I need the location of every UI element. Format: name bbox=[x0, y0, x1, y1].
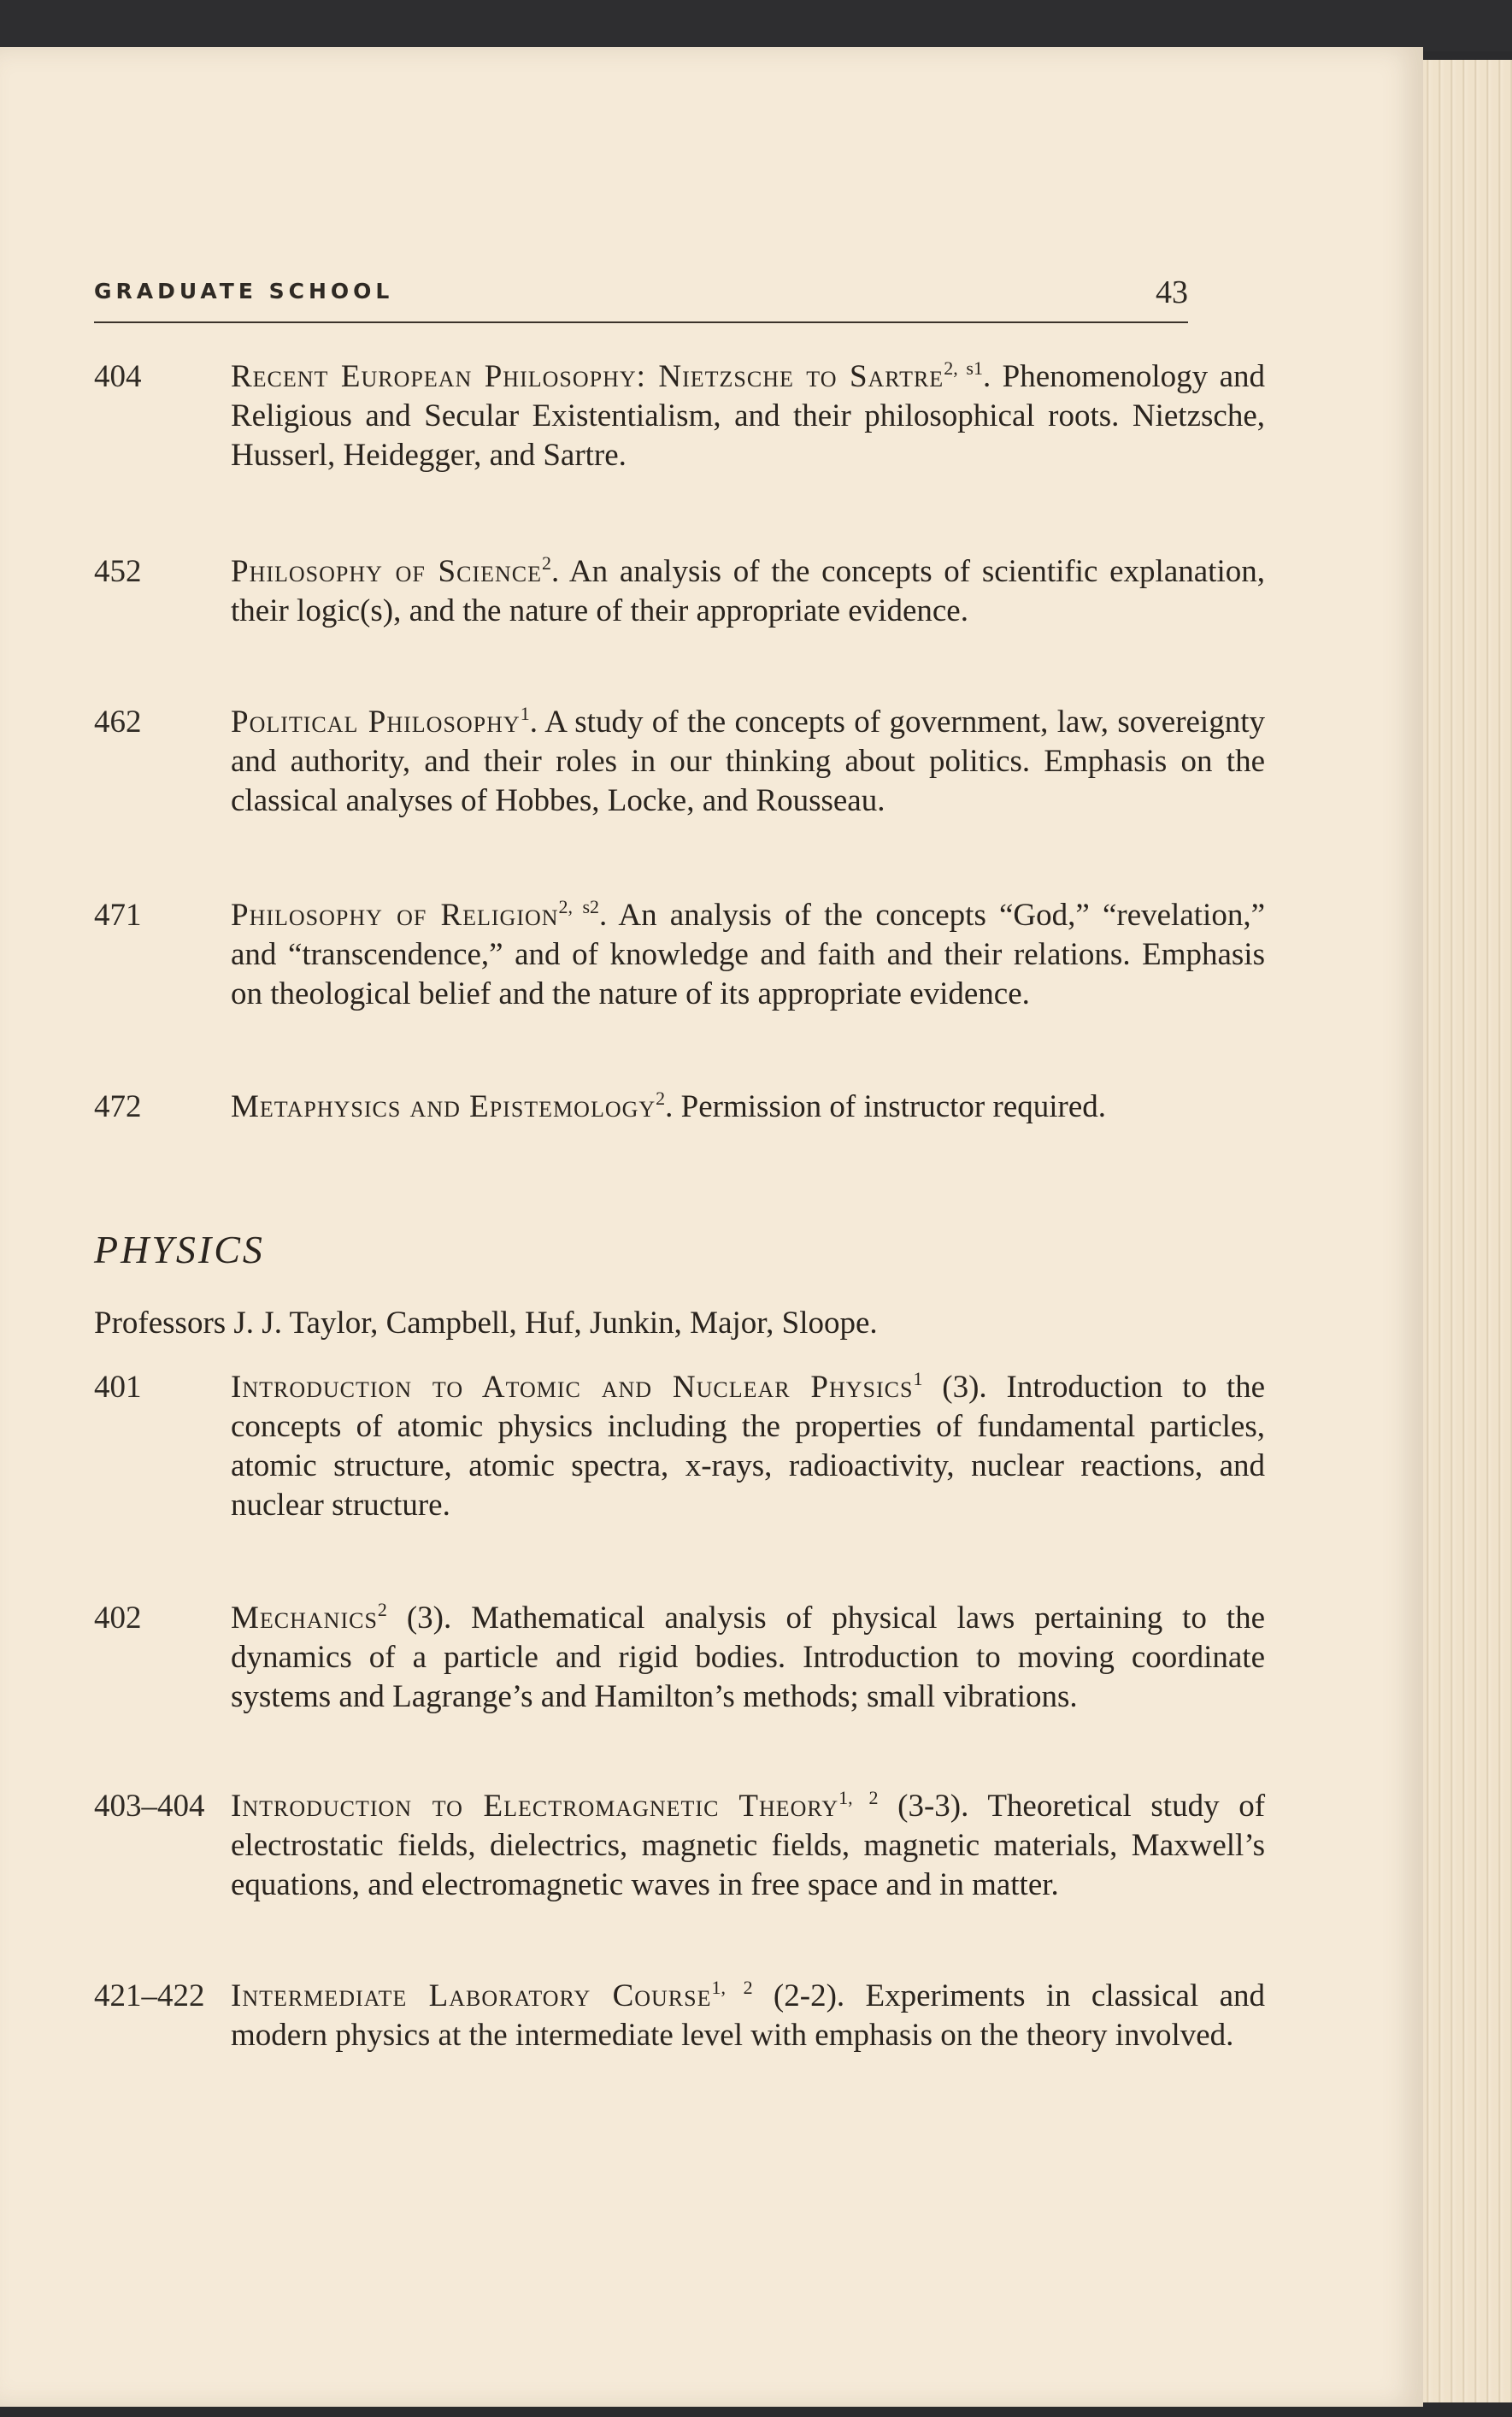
course-description: Mathematical analysis of physical laws pertaining to the dynamics of a particle and rigid bodies. Introduction to moving coordinate systems and Lagrange’s and Hamilton’s methods; small vibrations. bbox=[231, 1601, 1266, 1714]
course-description: Introduction to the concepts of atomic physics including the properties of fundamental particles, atomic structure, atomic spectra, x-rays, radioactivity, nuclear reactions, and nuclear structure. bbox=[231, 1370, 1266, 1523]
course-description: An analysis of the concepts “God,” “revelation,” and “transcendence,” and of knowledge and faith and their relations. Emphasis on theological belief and the nature of its appropriate evidence. bbox=[231, 898, 1265, 1011]
course-title: Recent European Philosophy: Nietzsche to Sartre bbox=[231, 359, 944, 394]
course-text: Metaphysics and Epistemology$^2$. Permission of instructor required. bbox=[231, 1088, 1107, 1124]
course-text bbox=[231, 1368, 1265, 1525]
course-text: Recent European Philosophy: Nietzsche to Sartre$^{2, s1}$. Phenomenology and Religious and Secular Existentialism, and their philosophical roots. Nietzsche, Husserl, Heidegger, and Sartre. bbox=[231, 357, 1266, 473]
section-label: GRADUATE SCHOOL bbox=[94, 279, 394, 304]
course-footnote: 2 bbox=[542, 552, 552, 574]
course-number: 421–422 bbox=[94, 1978, 205, 2013]
course-title: Introduction to Electromagnetic Theory bbox=[231, 1789, 839, 1824]
course-title: Mechanics bbox=[231, 1601, 378, 1636]
course-number: 472 bbox=[94, 1089, 142, 1124]
course-footnote: 1, 2 bbox=[838, 1787, 879, 1808]
course-number: 404 bbox=[94, 359, 142, 394]
course-text: Philosophy of Science$^2$. An analysis of the concepts of scientific explanation, their logic(s), and the nature of their appropriate evidence. bbox=[231, 552, 1265, 628]
course-description: Theoretical study of electrostatic fields, dielectrics, magnetic fields, magnetic materials, Maxwell’s equations, and electromagnetic waves in free space and in matter. bbox=[231, 1789, 1266, 1902]
course-title: Metaphysics and Epistemology bbox=[231, 1089, 656, 1124]
course-footnote: 2, s1 bbox=[944, 357, 983, 379]
course-number: 462 bbox=[94, 704, 142, 740]
course-credits: (3-3). bbox=[897, 1789, 969, 1824]
course-footnote: 2 bbox=[377, 1599, 387, 1620]
course-number: 401 bbox=[94, 1370, 142, 1405]
course-title: Philosophy of Religion bbox=[231, 898, 559, 933]
course-title: Philosophy of Science bbox=[231, 554, 543, 589]
course-footnote: 1 bbox=[913, 1368, 923, 1389]
course-credits: (3). bbox=[942, 1370, 987, 1405]
course-number: 452 bbox=[94, 554, 142, 589]
page-number: 43 bbox=[1156, 274, 1188, 310]
course-credits: (3). bbox=[406, 1601, 452, 1636]
course-footnote: 1, 2 bbox=[711, 1977, 753, 1998]
course-text bbox=[231, 1599, 1265, 1717]
course-text bbox=[231, 1977, 1265, 2055]
course-description: Permission of instructor required. bbox=[680, 1089, 1107, 1124]
course-description: Phenomenology and Religious and Secular Existentialism, and their philosophical roots. Nietzsche, Husserl, Heidegger, and Sartre. bbox=[231, 359, 1266, 473]
department-heading: PHYSICS bbox=[94, 1228, 265, 1271]
course-text: Political Philosophy$^1$. A study of the concepts of government, law, sovereignty and authority, and their roles in our thinking about politics. Emphasis on the classical analyses of Hobbes, Locke, and Rousseau. bbox=[231, 703, 1265, 818]
course-title: Political Philosophy bbox=[231, 704, 521, 740]
course-title: Intermediate Laboratory Course bbox=[231, 1978, 712, 2013]
course-description: An analysis of the concepts of scientific explanation, their logic(s), and the nature of their appropriate evidence. bbox=[231, 554, 1265, 628]
course-description: A study of the concepts of government, law, sovereignty and authority, and their roles in our thinking about politics. Emphasis on the classical analyses of Hobbes, Locke, and Rousseau. bbox=[231, 704, 1265, 818]
course-text bbox=[231, 1787, 1265, 1905]
course-number: 402 bbox=[94, 1601, 142, 1636]
course-title: Introduction to Atomic and Nuclear Physics bbox=[231, 1370, 914, 1405]
course-credits: (2-2). bbox=[773, 1978, 845, 2013]
course-footnote: 1 bbox=[520, 703, 530, 724]
course-number: 403–404 bbox=[94, 1789, 205, 1824]
course-number: 471 bbox=[94, 898, 142, 933]
course-text: Philosophy of Religion$^{2, s2}$. An analysis of the concepts “God,” “revelation,” and “transcendence,” and of knowledge and faith and their relations. Emphasis on theological belief and the nature of its appropriate evidence. bbox=[231, 896, 1265, 1011]
running-head bbox=[94, 272, 1188, 323]
course-description: Experiments in classical and modern physics at the intermediate level with emphasis on the theory involved. bbox=[231, 1978, 1266, 2053]
faculty-list: Professors J. J. Taylor, Campbell, Huf, Junkin, Major, Sloope. bbox=[94, 1306, 878, 1341]
book-binding-strip bbox=[0, 0, 1512, 51]
course-footnote: 2 bbox=[656, 1088, 666, 1109]
course-footnote: 2, s2 bbox=[558, 896, 600, 917]
